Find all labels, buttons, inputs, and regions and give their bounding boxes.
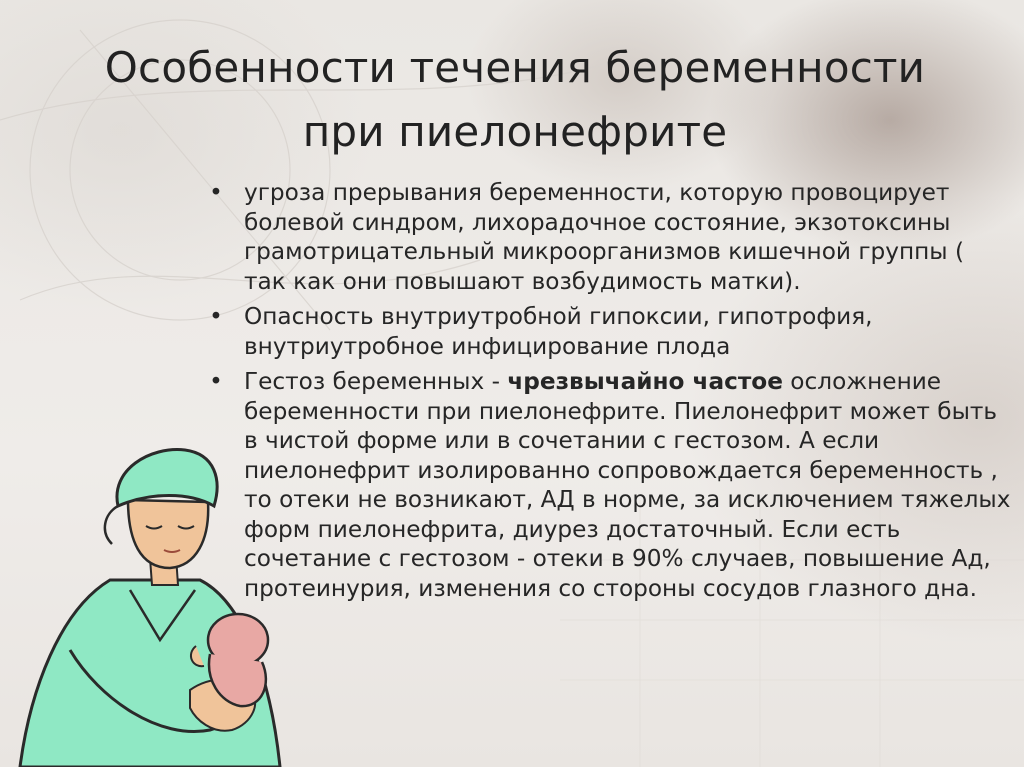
list-item xyxy=(206,178,1012,296)
item-text: Опасность внутриутробной гипоксии, гипотрофия, внутриутробное инфицирование плода xyxy=(244,303,873,360)
bullet-dot: • xyxy=(209,303,223,330)
list-item xyxy=(206,367,1012,603)
title-line-1: Особенности течения беременности xyxy=(104,43,926,92)
slide-title xyxy=(40,36,990,164)
item-text-suffix: осложнение беременности при пиелонефрите. Пиелонефрит может быть в чистой форме или в сочетании с гестозом. А если пиелонефрит изолированно сопровождается беременность , то отеки не возникают, АД в норме, за исключением тяжелых форм пиелонефрита, диурез достаточный. Если есть сочетание с гестозом - отеки в 90% случаев, повышение Ад, протеинурия, изменения со стороны сосудов глазного дна. xyxy=(244,368,1011,602)
bullet-dot: • xyxy=(209,368,223,395)
bullet-dot: • xyxy=(209,179,223,206)
list-item xyxy=(206,302,1012,361)
bullet-list xyxy=(206,178,1012,609)
item-text-emphasis: чрезвычайно частое xyxy=(507,368,783,395)
item-text-prefix: Гестоз беременных - xyxy=(244,368,508,395)
item-text: угроза прерывания беременности, которую провоцирует болевой синдром, лихорадочное состояние, экзотоксины грамотрицательный микроорганизмов кишечной группы ( так как они повышают возбудимость матки). xyxy=(244,179,965,295)
face xyxy=(128,500,208,568)
surgical-cap xyxy=(117,450,217,506)
title-line-2: при пиелонефрите xyxy=(302,107,728,156)
